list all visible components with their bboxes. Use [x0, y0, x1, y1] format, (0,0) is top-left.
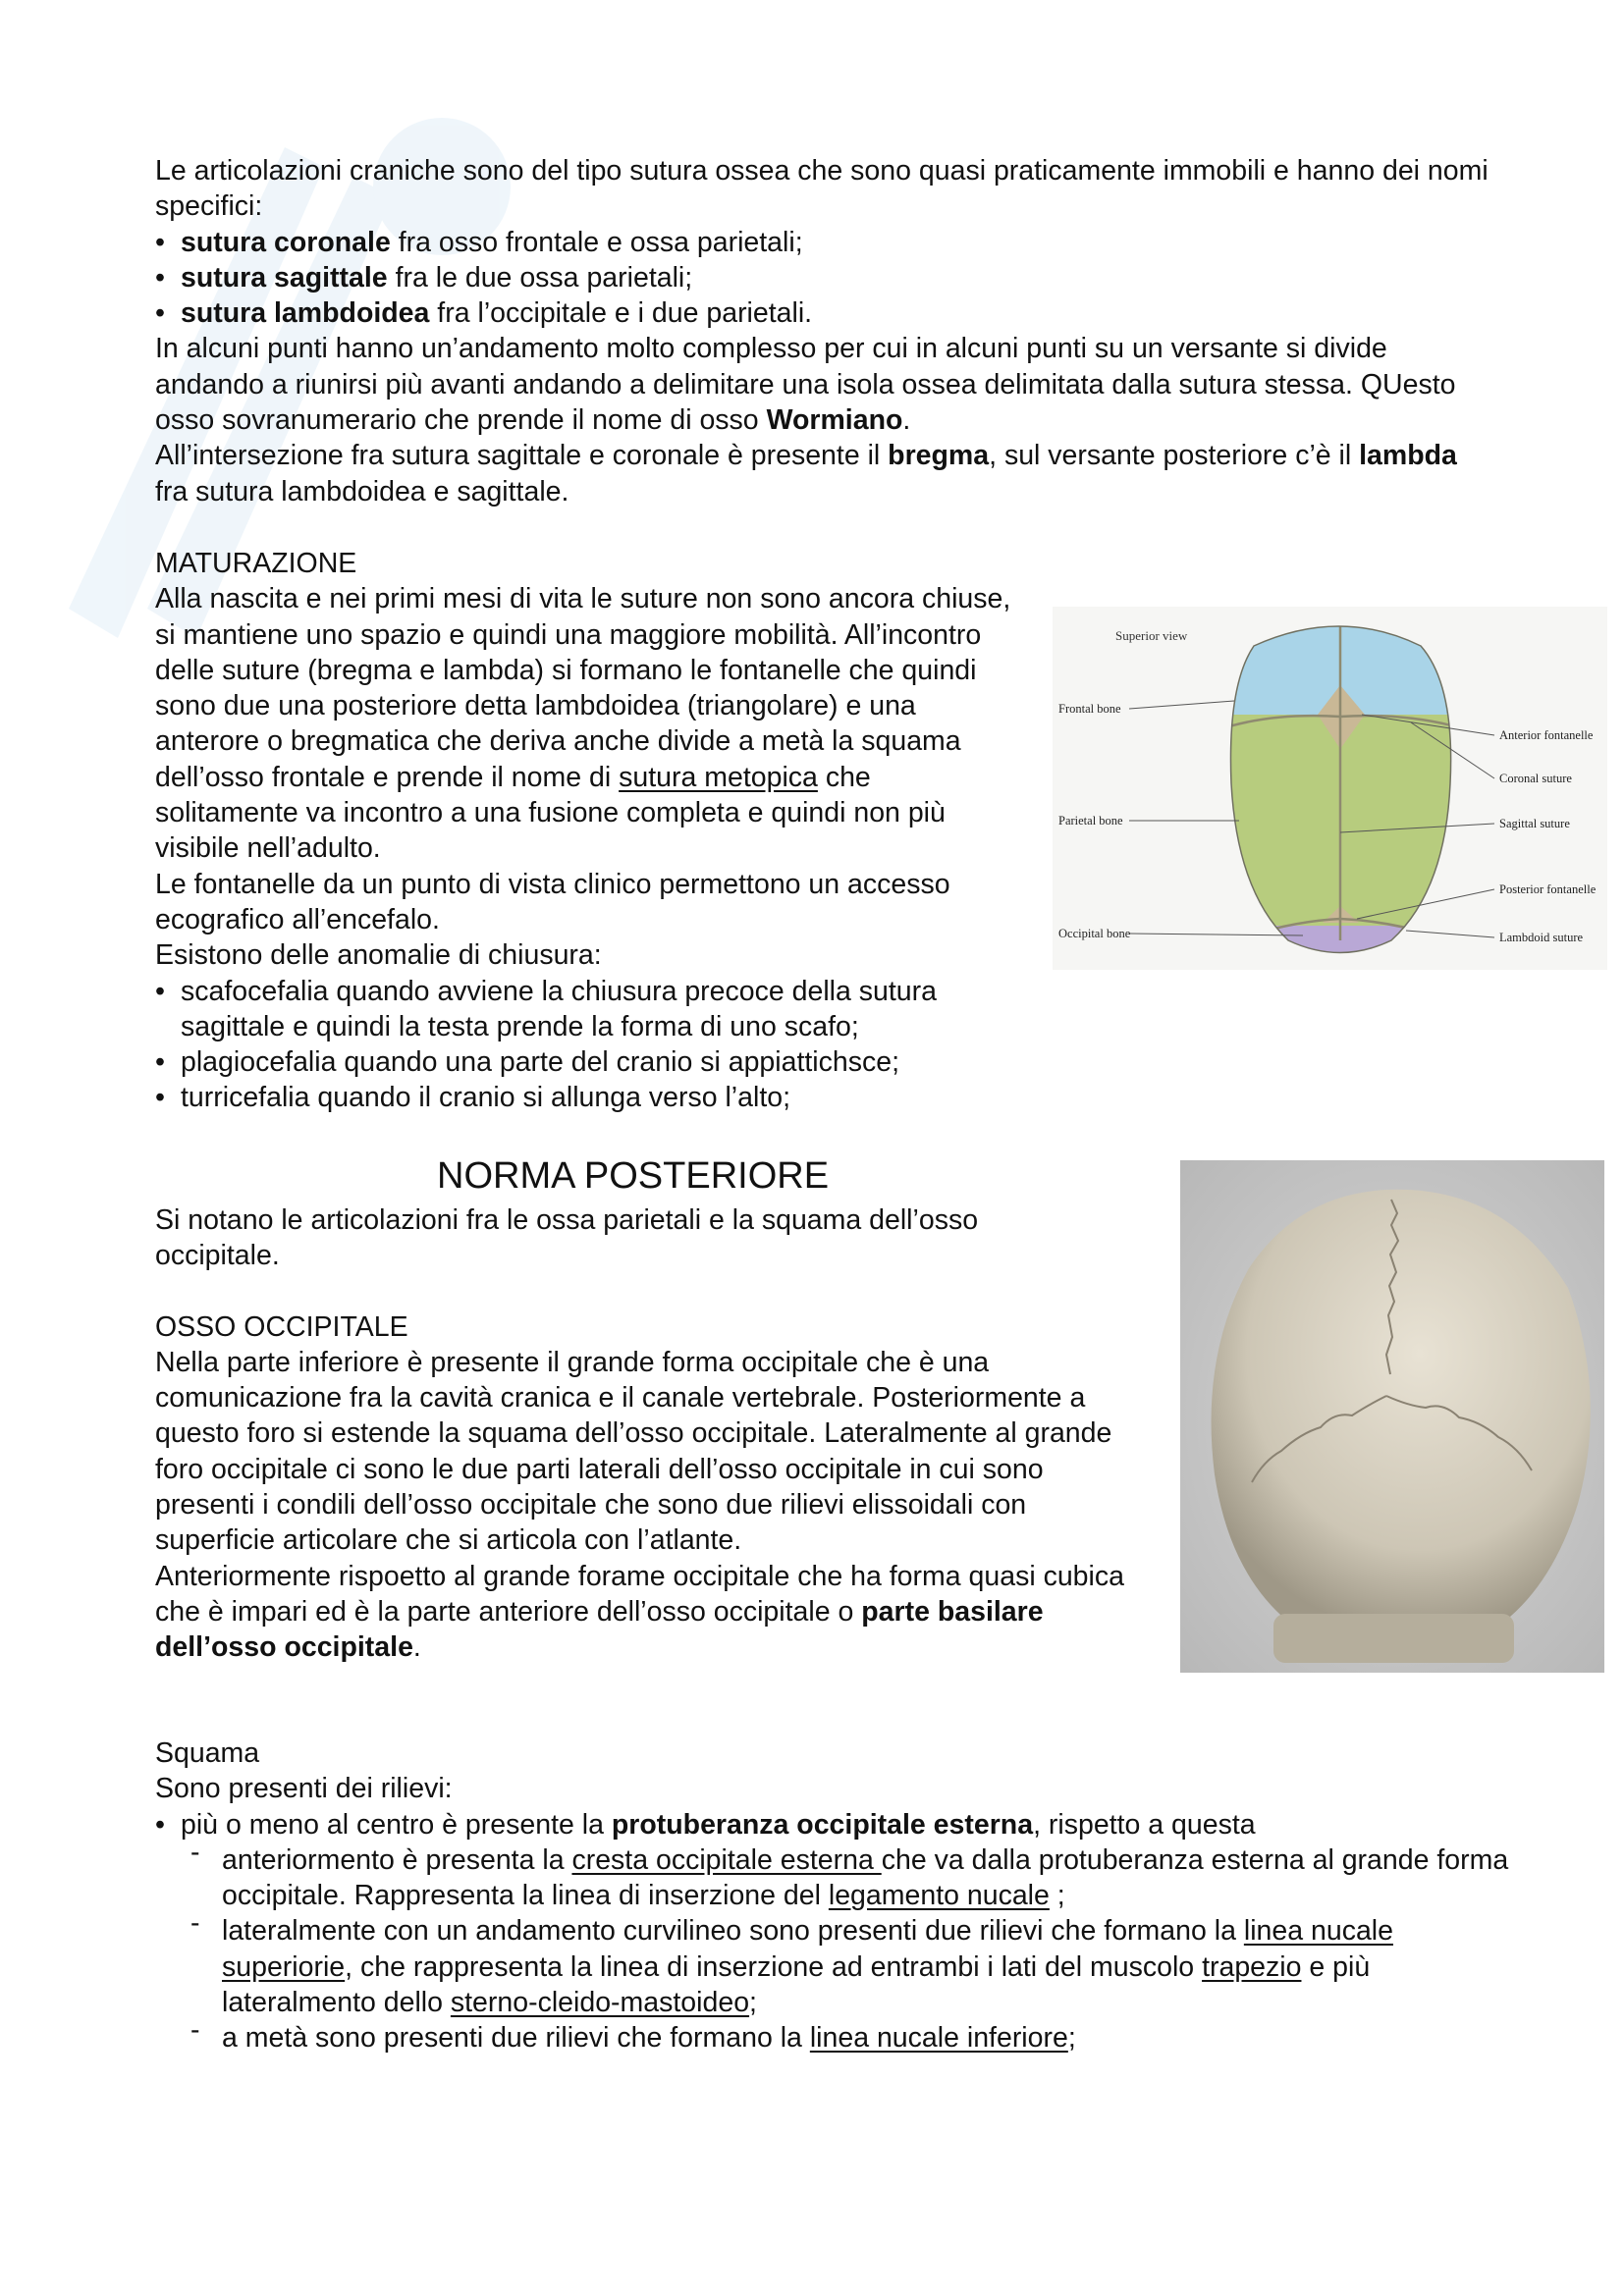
list-item: • più o meno al centro è presente la protuberanza occipitale esterna, rispetto a questa — [155, 1807, 1530, 1842]
bullet-glyph: • — [155, 1046, 165, 1079]
linea-superiore-term: linea nucale superiorie — [222, 1915, 1393, 1983]
suture-term: sutura sagittale — [181, 261, 388, 294]
sub-list-item: - a metà sono presenti due rilievi che formano la linea nucale inferiore; — [190, 2014, 1076, 2055]
sub-list-item: - lateralmente con un andamento curvilineo sono presenti due rilievi che formano la linea nucale superiorie, che rappresenta la linea di inserzione ad entrambi i lati del muscolo trapezio e più lateralmento dello sterno-cleido-mastoideo; — [190, 1907, 1393, 2019]
fontanelle-text: Le fontanelle da un punto di vista clinico permettono un accesso ecografico all’encefalo. — [155, 868, 950, 935]
bullet-glyph: • — [155, 1082, 165, 1114]
sternocleido-term: sterno-cleido-mastoideo — [450, 1987, 750, 2019]
metopica-term: sutura metopica — [619, 761, 818, 793]
intro-section — [155, 153, 1490, 509]
squama-section — [155, 1735, 1530, 2056]
wormian-text: In alcuni punti hanno un’andamento molto complesso per cui in alcuni punti su un versante si divide andando a riunirsi più avanti andando a delimitare una isola ossea delimitata dalla sutura stessa. QUesto osso sovranumerario che prende il nome di osso Wormiano. — [155, 333, 1456, 437]
maturazione-section — [155, 546, 1019, 1116]
maturazione-text: Alla nascita e nei primi mesi di vita le suture non sono ancora chiuse, si mantiene uno spazio e quindi una maggiore mobilità. All’incontro delle suture (bregma e lambda) si formano le fontanelle che quindi sono due una posteriore detta lambdoidea (triangolare) e una anterore o bregmatica che deriva anche divide a metà la squama dell’osso frontale e prende il nome di sutura metopica che solitamente va incontro a una fusione completa e quindi non più visibile nell’adulto. — [155, 583, 1011, 865]
bullet-glyph: • — [155, 297, 165, 330]
anomalie-text: Esistono delle anomalie di chiusura: — [155, 939, 602, 972]
suture-desc: fra l’occipitale e i due parietali. — [429, 297, 813, 330]
trapezio-term: trapezio — [1202, 1950, 1302, 1983]
wormian-term: Wormiano — [766, 404, 903, 437]
label-occipital-bone: Occipital bone — [1058, 927, 1131, 940]
basilare-text: Anteriormente rispoetto al grande forame occipitale che ha forma quasi cubica che è impari ed è la parte anteriore dell’osso occipitale o parte basilare dell’osso occipitale. — [155, 1560, 1124, 1664]
label-anterior-fontanelle: Anterior fontanelle — [1499, 728, 1594, 742]
legamento-term: legamento nucale — [828, 1880, 1050, 1912]
sub-list-item: - anteriormento è presenta la cresta occipitale esterna che va dalla protuberanza esterna al grande forma occipitale. Rappresenta la linea di inserzione del legamento nucale ; — [190, 1836, 1509, 1912]
suture-term: sutura lambdoidea — [181, 297, 430, 330]
linea-inferiore-term: linea nucale inferiore — [809, 2022, 1068, 2055]
dash-glyph: - — [190, 1907, 200, 1940]
dash-glyph: - — [190, 2014, 200, 2047]
parietal-bone-shape — [1219, 715, 1465, 935]
intro-text: Le articolazioni craniche sono del tipo sutura ossea che sono quasi praticamente immobili e hanno dei nomi specifici: — [155, 155, 1489, 223]
label-lambdoid-suture: Lambdoid suture — [1499, 931, 1584, 944]
bullet-glyph: • — [155, 261, 165, 294]
label-parietal-bone: Parietal bone — [1058, 814, 1123, 828]
label-sagittal-suture: Sagittal suture — [1499, 817, 1570, 830]
protuberanza-term: protuberanza occipitale esterna — [611, 1808, 1034, 1841]
bullet-glyph: • — [155, 975, 165, 1007]
dash-glyph: - — [190, 1836, 200, 1868]
cresta-term: cresta occipitale esterna — [571, 1843, 882, 1876]
suture-desc: fra le due ossa parietali; — [387, 261, 693, 294]
bullet-glyph: • — [155, 226, 165, 258]
list-item — [155, 225, 1490, 260]
basilare-term: parte basilare dell’osso occipitale — [155, 1595, 1044, 1664]
bregma-text: All’intersezione fra sutura sagittale e coronale è presente il bregma, sul versante posteriore c’è il lambda fra sutura lambdoidea e sagittale. — [155, 440, 1457, 507]
list-item: • plagiocefalia quando una parte del cranio si appiattichsce; — [155, 1044, 1019, 1080]
norma-intro-text: Si notano le articolazioni fra le ossa parietali e la squama dell’osso occipitale. — [155, 1204, 979, 1272]
label-coronal-suture: Coronal suture — [1499, 772, 1572, 785]
figure-title: Superior view — [1115, 628, 1188, 643]
occipitale-text: Nella parte inferiore è presente il grande forma occipitale che è una comunicazione fra la cavità cranica e il canale vertebrale. Posteriormente a questo foro si estende la squama dell’osso occipitale. Lateralmente al grande foro occipitale ci sono le due parti laterali dell’osso occipitale in cui sono presenti i condili dell’osso occipitale che sono due rilievi elissoidali con superficie articolare che si articola con l’atlante. — [155, 1346, 1112, 1557]
bullet-glyph: • — [155, 1808, 165, 1841]
suture-term: sutura coronale — [181, 226, 391, 258]
list-item: • scafocefalia quando avviene la chiusura precoce della sutura sagittale e quindi la testa prende la forma di uno scafo; — [155, 975, 937, 1042]
posterior-skull-figure — [1180, 1160, 1604, 1673]
list-item — [155, 260, 1490, 295]
norma-section — [155, 1202, 1147, 1666]
squama-intro-text: Sono presenti dei rilievi: — [155, 1773, 453, 1805]
section-heading: MATURAZIONE — [155, 548, 357, 579]
section-heading: OSSO OCCIPITALE — [155, 1310, 408, 1343]
superior-view-figure — [1053, 607, 1607, 970]
norma-posteriore-heading: NORMA POSTERIORE — [437, 1155, 830, 1197]
lambda-term: lambda — [1359, 440, 1457, 472]
label-frontal-bone: Frontal bone — [1058, 702, 1121, 716]
suture-desc: fra osso frontale e ossa parietali; — [390, 226, 803, 258]
list-item: • turricefalia quando il cranio si allunga verso l’alto; — [155, 1080, 1019, 1115]
section-heading: Squama — [155, 1737, 260, 1769]
label-posterior-fontanelle: Posterior fontanelle — [1499, 882, 1597, 896]
list-item — [155, 295, 1490, 331]
skull-shape — [1212, 1190, 1591, 1622]
bregma-term: bregma — [888, 440, 990, 472]
